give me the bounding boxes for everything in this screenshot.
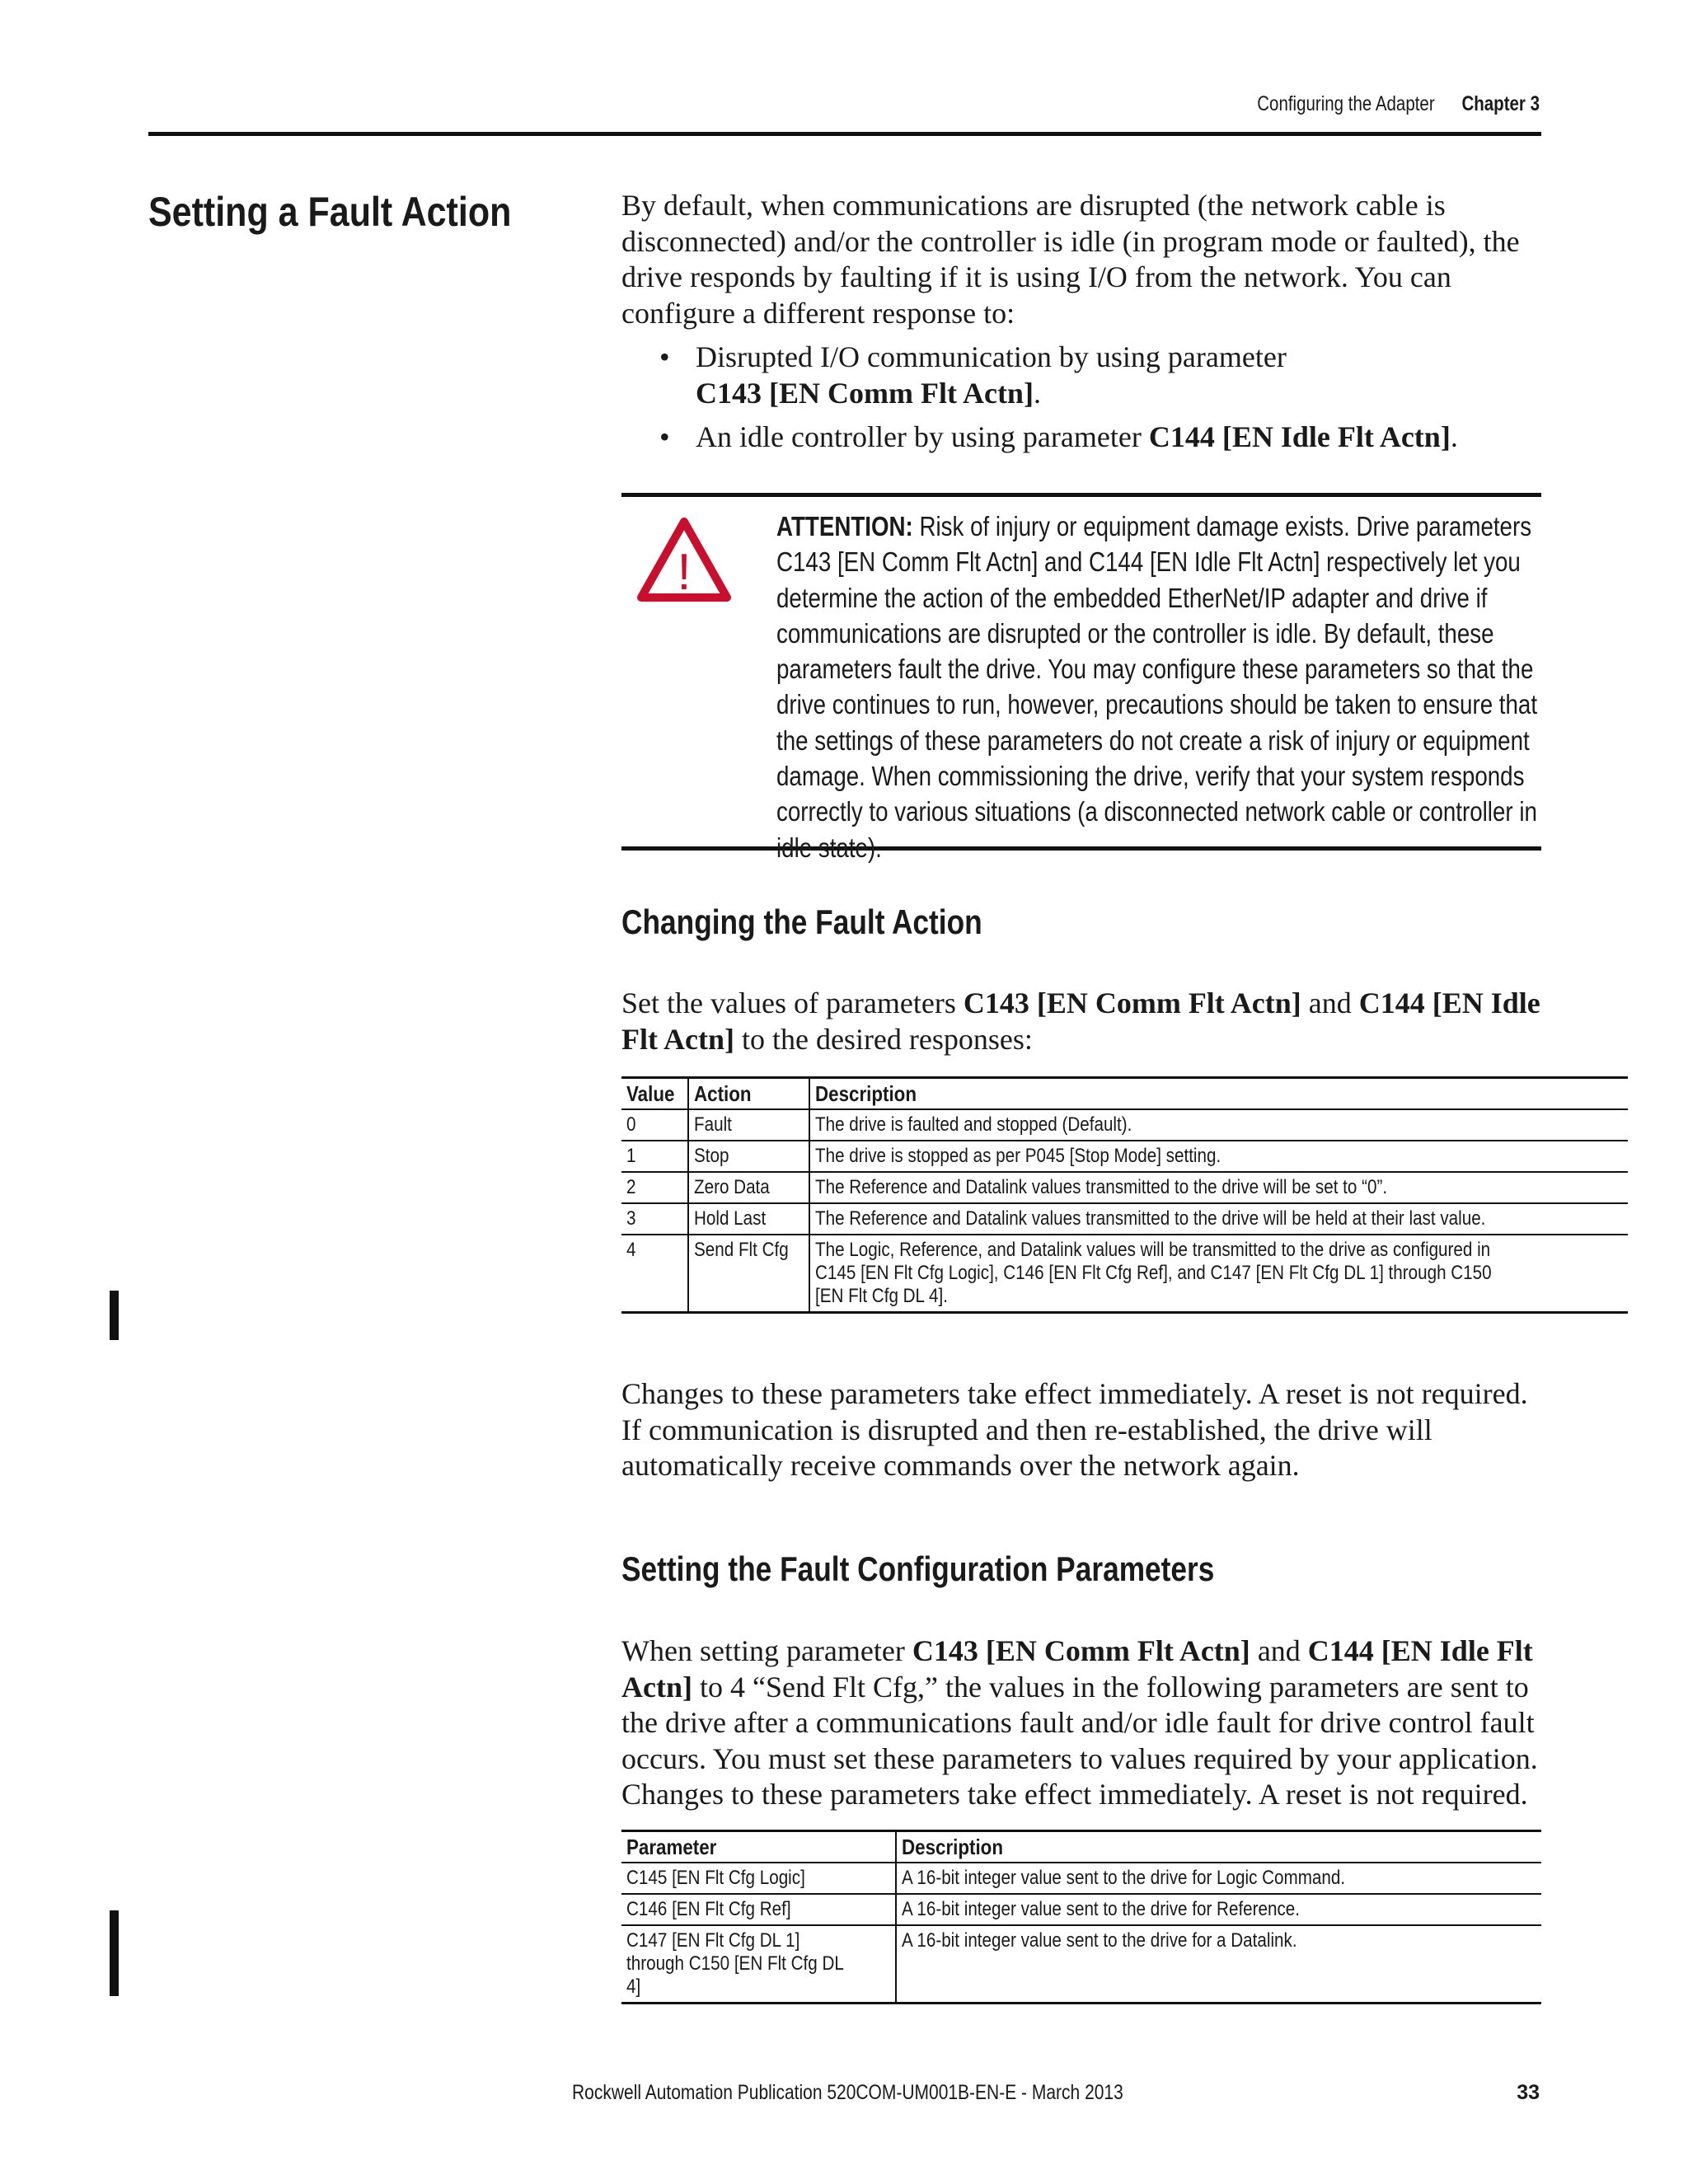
param-ref: C143 [EN Comm Flt Actn] xyxy=(912,1634,1250,1667)
bullet-param: C144 [EN Idle Flt Actn] xyxy=(1148,420,1451,453)
table-cell: Hold Last xyxy=(688,1203,809,1235)
text-run: to the desired responses: xyxy=(734,1022,1033,1056)
fault-action-table xyxy=(621,1076,1628,1314)
column-header: Value xyxy=(621,1078,688,1110)
table-cell xyxy=(809,1235,1628,1313)
table-header-row xyxy=(621,1831,1541,1863)
table-row xyxy=(621,1235,1628,1313)
page-number: 33 xyxy=(1517,2081,1540,2104)
change-bar xyxy=(110,1910,119,1996)
running-header xyxy=(1257,92,1540,116)
intro-paragraph: By default, when communications are disrupted (the network cable is disconnected) and/or the controller is idle (in program mode or faulted), the drive responds by faulting if it is using I/O from the network. You can configure a different response to: xyxy=(621,189,1520,330)
fault-config-table xyxy=(621,1830,1541,2004)
table-cell xyxy=(621,1925,896,2004)
bullet-param: C143 [EN Comm Flt Actn] xyxy=(696,376,1034,410)
table-cell: 3 xyxy=(621,1203,688,1235)
text-run: to 4 “Send Flt Cfg,” the values in the following parameters are sent to the drive after a communications fault and/or idle fault for drive control fault occurs. You must set these parameters to values required by your application. Changes to these parameters take effect immediately. A reset is not required. xyxy=(621,1670,1538,1811)
footer-publication: Rockwell Automation Publication 520COM-UM001B-EN-E - March 2013 xyxy=(572,2081,1123,2104)
table-cell: Fault xyxy=(688,1109,809,1141)
table-cell: A 16-bit integer value sent to the drive for Reference. xyxy=(896,1894,1541,1925)
param-ref: C144 [EN Idle Flt Actn] xyxy=(621,1634,1533,1704)
bullet-text: Disrupted I/O communication by using parameter xyxy=(696,340,1287,373)
table-cell: The drive is faulted and stopped (Default). xyxy=(809,1109,1628,1141)
attention-label: ATTENTION: xyxy=(776,511,913,541)
text-run: and xyxy=(1250,1634,1308,1667)
table-cell: A 16-bit integer value sent to the drive for Logic Command. xyxy=(896,1863,1541,1894)
bullet-end: . xyxy=(1450,420,1458,453)
table-cell: 1 xyxy=(621,1141,688,1172)
table-header-row xyxy=(621,1078,1628,1110)
table-cell: The Reference and Datalink values transmitted to the drive will be held at their last value. xyxy=(809,1203,1628,1235)
table-row xyxy=(621,1863,1541,1894)
column-header: Parameter xyxy=(621,1831,896,1863)
table-row xyxy=(621,1172,1628,1203)
header-chapter: Chapter 3 xyxy=(1461,92,1540,115)
header-section: Configuring the Adapter xyxy=(1257,92,1435,115)
table-row xyxy=(621,1894,1541,1925)
section1-paragraph-block xyxy=(621,986,1541,1057)
section1-after-block xyxy=(621,1376,1541,1484)
list-item xyxy=(621,419,1541,456)
wrapped-description: The Logic, Reference, and Datalink values will be transmitted to the drive as configured in C145 [EN Flt Cfg Logic], C146 [EN Flt Cfg Ref], and C147 [EN Flt Cfg DL 1] through C150 [EN Flt Cfg DL 4]. xyxy=(815,1239,1492,1307)
svg-text:!: ! xyxy=(677,544,692,601)
section2-paragraph-block xyxy=(621,1633,1541,1813)
intro-block xyxy=(621,188,1541,464)
table-cell: A 16-bit integer value sent to the drive for a Datalink. xyxy=(896,1925,1541,2004)
section2-paragraph xyxy=(621,1633,1541,1813)
table-cell: Send Flt Cfg xyxy=(688,1235,809,1313)
section-heading: Setting the Fault Configuration Parameters xyxy=(621,1549,1215,1588)
attention-body: Risk of injury or equipment damage exists. Drive parameters C143 [EN Comm Flt Actn] and C144 [EN Idle Flt Actn] respectively let you determine the action of the embedded EtherNet/IP adapter and drive if communications are disrupted or the controller is idle. By default, these parameters fault the drive. You may configure these parameters so that the drive continues to run, however, precautions should be taken to ensure that the settings of these parameters do not create a risk of injury or equipment damage. When commissioning the drive, verify that your system responds correctly to various situations (a disconnected network cable or controller in idle state). xyxy=(776,511,1538,863)
table-row xyxy=(621,1141,1628,1172)
table-cell: Zero Data xyxy=(688,1172,809,1203)
attention-box xyxy=(621,493,1541,863)
wrapped-parameter: C147 [EN Flt Cfg DL 1] through C150 [EN Flt Cfg DL 4] xyxy=(626,1929,844,1998)
header-rule xyxy=(148,132,1541,136)
bullet-text: An idle controller by using parameter xyxy=(696,420,1149,453)
list-item xyxy=(621,340,1541,411)
table-row xyxy=(621,1109,1628,1141)
attention-text xyxy=(776,509,1552,865)
text-run: Set the values of parameters xyxy=(621,987,964,1019)
table-row xyxy=(621,1203,1628,1235)
column-header: Description xyxy=(809,1078,1628,1110)
page-title: Setting a Fault Action xyxy=(148,189,512,235)
section1-after-paragraph: Changes to these parameters take effect immediately. A reset is not required. If communication is disrupted and then re-established, the drive will automatically receive commands over the network again. xyxy=(621,1377,1528,1482)
table-cell: The drive is stopped as per P045 [Stop Mode] setting. xyxy=(809,1141,1628,1172)
table-cell: 2 xyxy=(621,1172,688,1203)
bullet-end: . xyxy=(1033,376,1041,410)
table-cell: Stop xyxy=(688,1141,809,1172)
section1-paragraph xyxy=(621,986,1541,1057)
table-row xyxy=(621,1925,1541,2004)
param-ref: C143 [EN Comm Flt Actn] xyxy=(963,987,1301,1019)
table-cell: 4 xyxy=(621,1235,688,1313)
warning-triangle-icon xyxy=(635,515,734,606)
text-run: When setting parameter xyxy=(621,1634,912,1667)
table-cell: C145 [EN Flt Cfg Logic] xyxy=(621,1863,896,1894)
text-run: and xyxy=(1301,987,1359,1019)
section-heading: Changing the Fault Action xyxy=(621,902,982,941)
param-ref: C144 [EN Idle Flt Actn] xyxy=(621,987,1540,1056)
change-bar xyxy=(110,1291,119,1340)
column-header: Action xyxy=(688,1078,809,1110)
column-header: Description xyxy=(896,1831,1541,1863)
bullet-list xyxy=(621,340,1541,456)
table-cell: 0 xyxy=(621,1109,688,1141)
table-cell: The Reference and Datalink values transmitted to the drive will be set to “0”. xyxy=(809,1172,1628,1203)
table-cell: C146 [EN Flt Cfg Ref] xyxy=(621,1894,896,1925)
